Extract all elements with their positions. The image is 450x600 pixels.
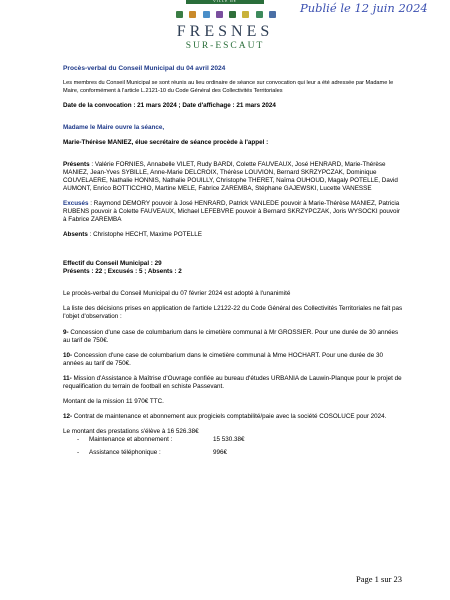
decision-item-12 (63, 413, 403, 421)
decision-item-12-text: Contrat de maintenance et abonnement aux progiciels comptabilité/paie avec la société COSOLUCE pour 2024. (72, 412, 387, 420)
decision-item-9 (63, 329, 403, 345)
document-title: Procès-verbal du Conseil Municipal du 04 avril 2024 (63, 65, 226, 72)
decision-item-10 (63, 352, 403, 368)
amount-dash: - (77, 448, 80, 456)
excused-text: : Raymond DEMORY pouvoir à José HENRARD, Patrick VANLEDE pouvoir à Marie-Thérèse MANIEZ, Patricia RUBENS pouvoir à Colette FAUVEAUX, Michael LEFEBVRE pouvoir à Bernard SKRZYPCZAK, Joris WYSOCKI pouvoir à Fabrice ZAREMBA (63, 200, 401, 224)
amount-value: 15 530.38€ (213, 435, 245, 443)
decision-item-10-number: 10- (63, 351, 73, 359)
decision-item-12-number: 12- (63, 412, 73, 420)
decision-item-9-text: Concession d'une case de columbarium dans le cimetière communal à Mr GROSSIER. Pour une durée de 30 années au tarif de 750€. (63, 328, 399, 344)
excused-label: Excusés (63, 200, 89, 208)
decision-item-9-number: 9- (63, 328, 69, 336)
amount-row (77, 436, 403, 444)
logo-icons (176, 9, 276, 19)
counts-line: Présents : 22 ; Excusés : 5 ; Absents : 2 (63, 268, 182, 276)
decision-item-10-text: Concession d'une case de columbarium dans le cimetière communal à Mme HOCHART. Pour une durée de 30 années au tarif de 750€. (63, 351, 383, 367)
absent-paragraph (63, 231, 403, 239)
logo-emblem-icon (229, 11, 236, 18)
present-label: Présents (63, 160, 90, 168)
logo-subtitle: SUR-ESCAUT (185, 41, 265, 51)
logo-title: FRESNES (176, 23, 274, 40)
effectif-line: Effectif du Conseil Municipal : 29 (63, 260, 162, 268)
amount-dash: - (77, 435, 80, 443)
document-body (63, 65, 403, 457)
logo-emblem-icon (256, 11, 263, 18)
decisions-intro: La liste des décisions prises en application de l'article L2122-22 du Code Général des Collectivités Territoriales ne fait pas l'objet d'observation : (63, 305, 403, 321)
decision-item-11 (63, 375, 403, 391)
amount-row (77, 449, 403, 457)
header (0, 0, 450, 56)
dates-line: Date de la convocation : 21 mars 2024 ; Date d'affichage : 21 mars 2024 (63, 101, 276, 109)
decision-item-11-amount: Montant de la mission 11 970€ TTC. (63, 397, 164, 405)
secretary-line: Marie-Thérèse MANIEZ, élue secrétaire de séance procède à l'appel : (63, 138, 269, 146)
amounts-list (77, 436, 403, 457)
decision-item-12-amount: Le montant des prestations s'élève à 16 526.38€ (63, 427, 199, 435)
logo-band-text: VILLE DE (213, 0, 237, 3)
intro-paragraph: Les membres du Conseil Municipal se sont réunis au lieu ordinaire de séance sur convocation qui leur a été adressée par Madame le Maire, conformément à l'article L.2121-10 du Code Général des Collectivités Territoriales (63, 80, 394, 94)
decision-item-11-text: Mission d'Assistance à Maîtrise d'Ouvrage confiée au bureau d'études URBANIA de Lauwin-Planque pour le projet de requalification du terrain de football en schiste Passevant. (63, 374, 402, 390)
amount-label: Maintenance et abonnement : (89, 435, 173, 443)
pv-adopted: Le procès-verbal du Conseil Municipal du 07 février 2024 est adopté à l'unanimité (63, 290, 291, 298)
amount-label: Assistance téléphonique : (89, 448, 161, 456)
absent-text: : Christophe HECHT, Maxime POTELLE (87, 231, 202, 239)
excused-paragraph (63, 200, 403, 224)
opening-line: Madame le Maire ouvre la séance, (63, 123, 165, 131)
page-number: Page 1 sur 23 (356, 574, 403, 584)
decision-item-11-number: 11- (63, 374, 72, 382)
present-paragraph (63, 161, 403, 193)
published-note: Publié le 12 juin 2024 (300, 1, 428, 15)
logo-emblem-icon (176, 11, 183, 18)
logo-emblem-icon (242, 11, 249, 18)
logo-emblem-icon (189, 11, 196, 18)
absent-label: Absents (63, 231, 88, 239)
amount-value: 996€ (213, 448, 228, 456)
logo-emblem-icon (269, 11, 276, 18)
logo-emblem-icon (216, 11, 223, 18)
logo-emblem-icon (203, 11, 210, 18)
present-text: : Valérie FORNIES, Annabelle VILET, Rudy BARDI, Colette FAUVEAUX, José HENRARD, Marie-Thérèse MANIEZ, Jean-Yves SYBILLE, Anne-Marie DELCROIX, Thérèse LOUVION, Bernard SKRZYPCZAK, Dominique COUVELAERE, Nathalie HONNIS, Nathalie POUILLY, Christophe THERET, Naïma OUHOUD, Magaly POTELLE, David AUMONT, Enrico BOTTICCHIO, Martine MELE, Fabrice ZAREMBA, Stéphane GAJEWSKI, Lucette VANESSE (63, 160, 398, 193)
